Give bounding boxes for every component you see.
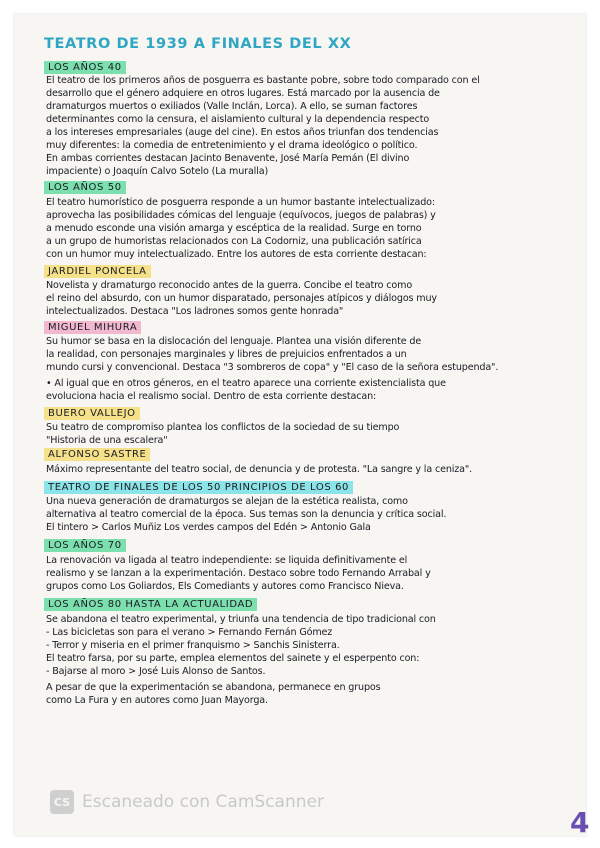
text-line: "Historia de una escalera" — [46, 435, 168, 446]
text-line: - Las bicicletas son para el verano > Fernando Fernán Gómez — [46, 627, 333, 638]
text-line: - Terror y miseria en el primer franquismo > Sanchis Sinisterra. — [46, 640, 340, 651]
text-line: - Bajarse al moro > José Luis Alonso de Santos. — [46, 666, 266, 677]
text-line: determinantes como la censura, el aislamiento cultural y la dependencia respecto — [46, 114, 430, 125]
author-heading-jardiel-poncela: JARDIEL PONCELA — [44, 265, 151, 278]
text-line: El teatro humorístico de posguerra responde a un humor bastante intelectualizado: — [46, 197, 435, 208]
text-line: Una nueva generación de dramaturgos se alejan de la estética realista, como — [46, 496, 408, 507]
author-heading-buero-vallejo: BUERO VALLEJO — [44, 407, 140, 420]
section-heading-anos-50: LOS AÑOS 50 — [44, 181, 126, 194]
text-line: como La Fura y en autores como Juan Mayorga. — [46, 695, 268, 706]
text-line: La renovación va ligada al teatro independiente: se liquida definitivamente el — [46, 555, 408, 566]
text-line: intelectualizados. Destaca "Los ladrones somos gente honrada" — [46, 306, 344, 317]
text-line: muy diferentes: la comedia de entretenimiento y el drama ideológico o político. — [46, 140, 418, 151]
text-line: el reino del absurdo, con un humor disparatado, personajes atípicos y diálogos muy — [46, 293, 437, 304]
scanned-page — [14, 14, 590, 839]
text-line: alternativa al teatro comercial de la época. Sus temas son la denuncia y crítica social. — [46, 509, 447, 520]
author-heading-alfonso-sastre: ALFONSO SASTRE — [44, 448, 150, 461]
text-line: grupos como Los Goliardos, Els Comediants y autores como Francisco Nieva. — [46, 581, 404, 592]
text-line: la realidad, con personajes marginales y libres de prejuicios enfrentados a un — [46, 349, 407, 360]
text-line: El teatro farsa, por su parte, emplea elementos del sainete y el esperpento con: — [46, 653, 420, 664]
text-line: Su teatro de compromiso plantea los conflictos de la sociedad de su tiempo — [46, 422, 400, 433]
section-heading-finales-50: TEATRO DE FINALES DE LOS 50 PRINCIPIOS DE LOS 60 — [44, 481, 353, 494]
text-line: • Al igual que en otros géneros, en el teatro aparece una corriente existencialista que — [46, 378, 446, 389]
text-line: Novelista y dramaturgo reconocido antes de la guerra. Concibe el teatro como — [46, 280, 413, 291]
text-line: mundo cursi y convencional. Destaca "3 sombreros de copa" y "El caso de la señora estupenda". — [46, 362, 499, 373]
text-line: aprovecha las posibilidades cómicas del lenguaje (equívocos, juegos de palabras) y — [46, 210, 436, 221]
text-line: desarrollo que el género adquiere en otros lugares. Está marcado por la ausencia de — [46, 88, 440, 99]
watermark-text: Escaneado con CamScanner — [82, 792, 324, 812]
text-line: realismo y se lanzan a la experimentación. Destaco sobre todo Fernando Arrabal y — [46, 568, 431, 579]
camscanner-watermark — [50, 790, 324, 814]
text-line: a menudo esconde una visión amarga y escéptica de la realidad. Surge en torno — [46, 223, 422, 234]
text-line: a un grupo de humoristas relacionados con La Codorniz, una publicación satírica — [46, 236, 422, 247]
text-line: Su humor se basa en la dislocación del lenguaje. Plantea una visión diferente de — [46, 336, 422, 347]
text-line: dramaturgos muertos o exiliados (Valle Inclán, Lorca). A ello, se suman factores — [46, 101, 418, 112]
author-heading-miguel-mihura: MIGUEL MIHURA — [44, 321, 141, 334]
text-line: El teatro de los primeros años de posguerra es bastante pobre, sobre todo comparado con el — [46, 75, 480, 86]
text-line: El tintero > Carlos Muñiz Los verdes campos del Edén > Antonio Gala — [46, 522, 371, 533]
camscanner-logo-icon: CS — [50, 790, 74, 814]
text-line: Se abandona el teatro experimental, y triunfa una tendencia de tipo tradicional con — [46, 614, 436, 625]
text-line: A pesar de que la experimentación se abandona, permanece en grupos — [46, 682, 381, 693]
section-heading-anos-80: LOS AÑOS 80 HASTA LA ACTUALIDAD — [44, 598, 257, 611]
text-line: En ambas corrientes destacan Jacinto Benavente, José María Pemán (El divino — [46, 153, 410, 164]
page-title: TEATRO DE 1939 A FINALES DEL XX — [44, 36, 352, 52]
text-line: a los intereses empresariales (auge del cine). En estos años triunfan dos tendencias — [46, 127, 439, 138]
section-heading-anos-40: LOS AÑOS 40 — [44, 61, 126, 74]
text-line: impaciente) o Joaquín Calvo Sotelo (La muralla) — [46, 166, 269, 177]
section-heading-anos-70: LOS AÑOS 70 — [44, 539, 126, 552]
text-line: con un humor muy intelectualizado. Entre los autores de esta corriente destacan: — [46, 249, 427, 260]
page-number: 4 — [570, 806, 590, 839]
text-line: evoluciona hacia el realismo social. Dentro de esta corriente destacan: — [46, 391, 377, 402]
text-line: Máximo representante del teatro social, de denuncia y de protesta. "La sangre y la ceniza". — [46, 464, 473, 475]
